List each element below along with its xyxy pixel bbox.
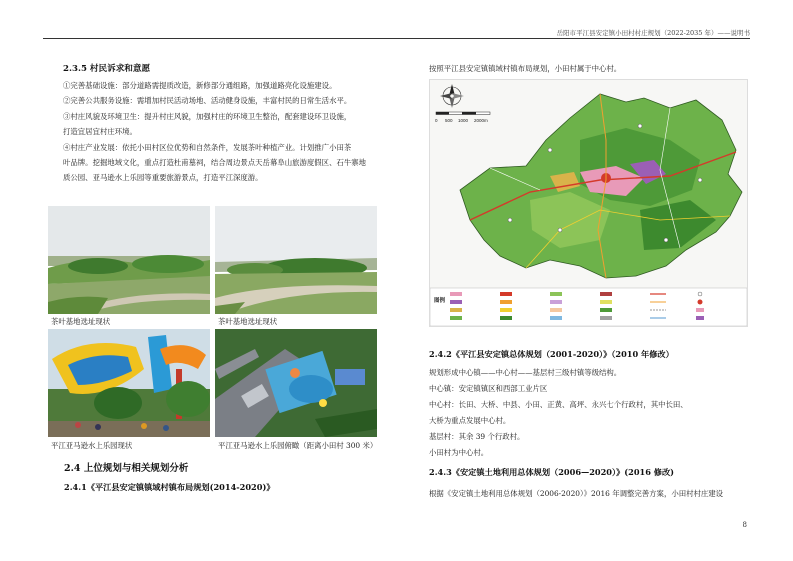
map-legend — [430, 288, 747, 326]
section-2-4-heading: 2.4 上位规划与相关规划分析 — [64, 463, 189, 474]
map-scale-label-1000: 1000 — [458, 118, 469, 123]
map-scale-label-500: 500 — [445, 118, 453, 123]
town-layout-map — [429, 79, 748, 327]
north-arrow-icon — [440, 84, 464, 108]
photo-water-park-aerial — [215, 329, 377, 437]
section-2-3-5 — [63, 62, 379, 186]
demand-item-4-cont-2: 质公园、亚马逊水上乐园等重要旅游景点，打造平江深度游。 — [63, 173, 263, 183]
map-scale-label-0: 0 — [435, 118, 438, 123]
page-number: 8 — [742, 521, 747, 529]
section-2-4-2-line-5: 基层村：其余 39 个行政村。 — [429, 432, 525, 441]
map-legend-title: 图例 — [434, 298, 446, 304]
demand-item-3: ③村庄风貌及环境卫生：提升村庄风貌，加强村庄的环境卫生整治，配套建设环卫设施， — [63, 111, 352, 121]
section-2-4-2-line-1: 规划形成中心镇——中心村——基层村三级村镇等级结构。 — [429, 368, 622, 377]
photo-caption-1: 茶叶基地选址现状 — [51, 317, 111, 326]
photo-caption-2: 茶叶基地选址现状 — [218, 317, 278, 326]
photo-water-park — [48, 329, 210, 437]
photo-caption-3: 平江亚马逊水上乐园现状 — [51, 441, 133, 450]
map-scale-bar — [436, 112, 490, 115]
section-2-4-1-heading: 2.4.1《平江县安定镇镇域村镇布局规划(2014-2020)》 — [64, 482, 275, 492]
map-scale-label-2000: 2000m — [474, 118, 488, 123]
header-title: 岳阳市平江县安定镇小田村村庄规划（2022-2035 年）——说明书 — [556, 29, 750, 37]
header-rule — [43, 38, 750, 39]
photo-tea-base-2 — [215, 206, 377, 314]
demand-item-4-cont-1: 叶品牌。挖掘地域文化，重点打造杜甫墓祠，结合周边景点天岳幕阜山旅游度假区、石牛寨地 — [63, 158, 367, 168]
section-2-4-2-line-3: 中心村：长田、大桥、中县、小田、正黄、高坪、永兴七个行政村，其中长田、 — [429, 400, 688, 409]
section-2-4-2-line-4: 大桥为重点发展中心村。 — [429, 416, 511, 425]
photo-tea-base-1 — [48, 206, 210, 314]
demand-item-2: ②完善公共服务设施：需增加村民活动场地、活动健身设施，丰富村民的日常生活水平。 — [63, 96, 352, 106]
demand-item-4: ④村庄产业发展：依托小田村区位优势和自然条件，发展茶叶种植产业。计划推广小田茶 — [63, 142, 352, 152]
section-2-3-5-heading: 2.3.5 村民诉求和意愿 — [63, 64, 151, 74]
demand-item-3-cont: 打造宜居宜村庄环境。 — [63, 127, 137, 137]
section-2-4-2-heading: 2.4.2《平江县安定镇总体规划（2001-2020）》（2010 年修改） — [429, 349, 674, 359]
section-2-4-2-line-2: 中心镇：安定镇镇区和西部工业片区 — [429, 384, 548, 393]
section-2-4-3-heading: 2.4.3《安定镇土地利用总体规划（2006—2020）》(2016 修改) — [429, 467, 675, 477]
photo-caption-4: 平江亚马逊水上乐园俯瞰（距离小田村 300 米） — [218, 441, 378, 450]
section-2-4-3-text: 根据《安定镇土地利用总体规划（2006-2020）》2016 年调整完善方案，小田村村庄建设 — [429, 489, 724, 498]
demand-item-1: ①完善基础设施：部分道路需提质改造，新修部分通组路，加强道路亮化设施建设。 — [63, 81, 337, 90]
section-2-4-1-text: 按照平江县安定镇镇域村镇布局规划，小田村属于中心村。 — [429, 64, 622, 73]
section-2-4-2-line-6: 小田村为中心村。 — [429, 448, 489, 457]
